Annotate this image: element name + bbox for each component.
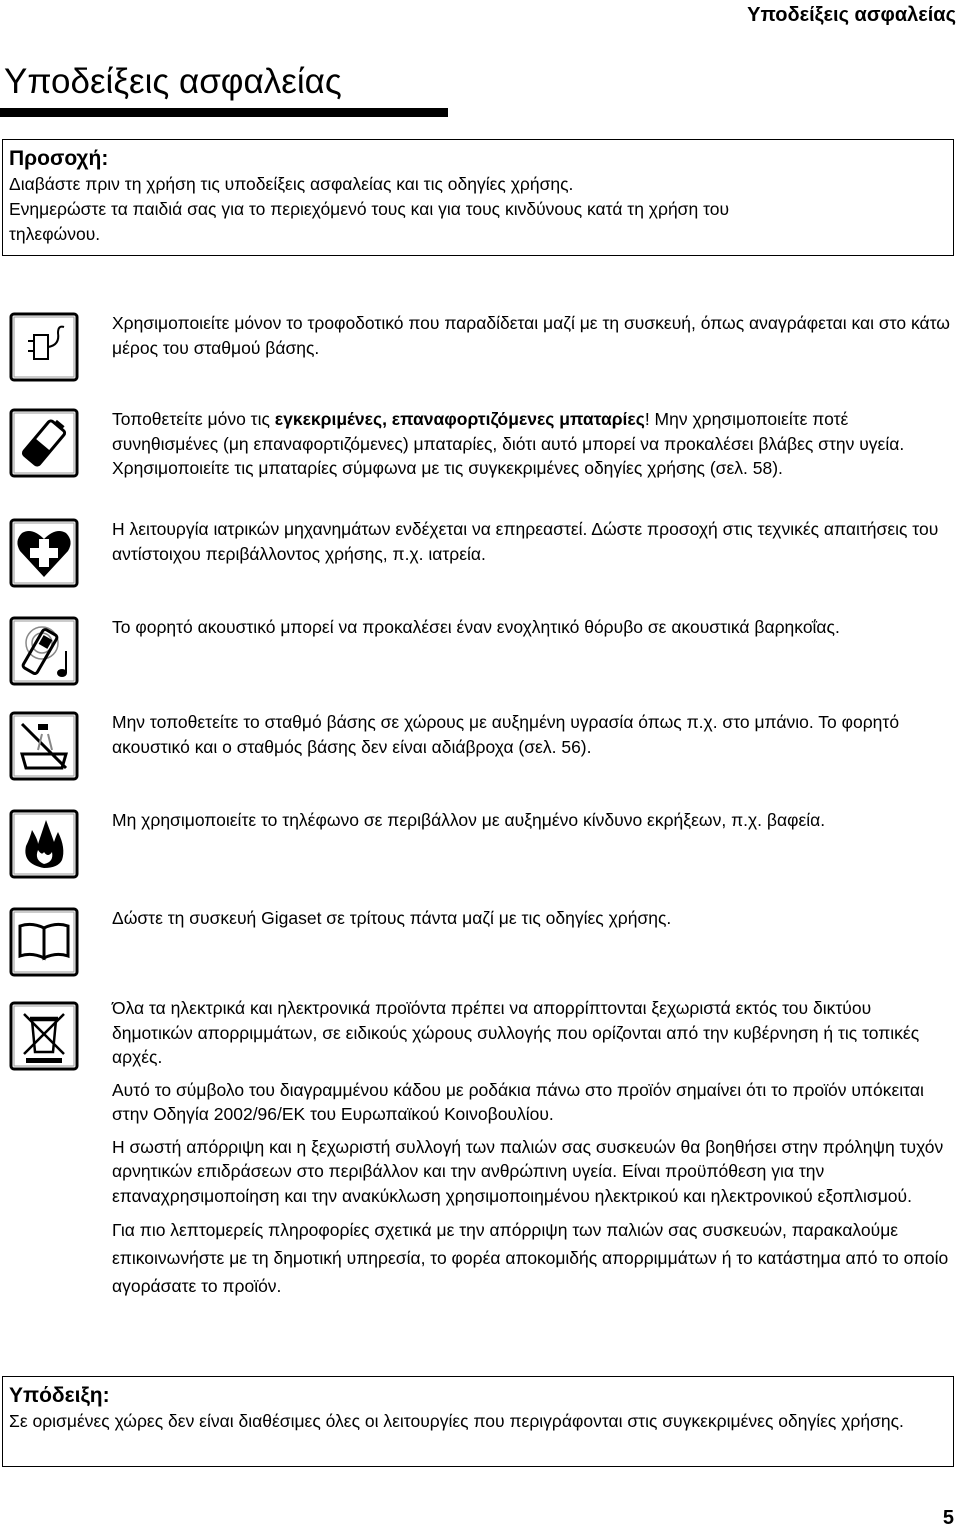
- item-paragraph: Δώστε τη συσκευή Gigaset σε τρίτους πάντα μαζί με τις οδηγίες χρήσης.: [112, 908, 672, 928]
- item-paragraph: Η λειτουργία ιατρικών μηχανημάτων ενδέχεται να επηρεαστεί. Δώστε προσοχή στις τεχνικές απαιτήσεις του αντίστοιχου περιβάλλοντος χρήσης, π.χ. ιατρεία.: [112, 519, 939, 564]
- item-paragraph: Για πιο λεπτομερείς πληροφορίες σχετικά με την απόρριψη των παλιών σας συσκευών, παρακαλούμε επικοινωνήστε με τη δημοτική υπηρεσία, το φορέα αποκομιδής απορριμμάτων ή το κατάστημα από το οποίο αγοράσατε το προϊόν.: [112, 1220, 949, 1296]
- note-heading: Υπόδειξη:: [9, 1384, 110, 1407]
- item-paragraph: Χρησιμοποιείτε μόνον το τροφοδοτικό που παραδίδεται μαζί με τη συσκευή, όπως αναγράφεται και στο κάτω μέρος του σταθμού βάσης.: [112, 313, 950, 358]
- battery-lead: Τοποθετείτε μόνο τις: [112, 409, 275, 429]
- caution-line: Διαβάστε πριν τη χρήση τις υποδείξεις ασφαλείας και τις οδηγίες χρήσης.: [9, 174, 574, 194]
- power-adapter-icon: [8, 311, 80, 383]
- battery-rest: ! Μην χρησιμοποιείτε ποτέ συνηθισμένες (μη επαναφορτιζόμενες) μπαταρίες, διότι αυτό μπορεί να προκαλέσει βλάβες στην υγεία. Χρησιμοποιείτε τις μπαταρίες σύμφωνα με τις συγκεκριμένες οδηγίες χρήσης (σελ. 58).: [112, 409, 905, 478]
- title-rule: [0, 108, 448, 117]
- caution-heading: Προσοχή:: [9, 147, 109, 170]
- caution-line: τηλεφώνου.: [9, 224, 101, 244]
- item-paragraph: Μη χρησιμοποιείτε το τηλέφωνο σε περιβάλλον με αυξημένο κίνδυνο εκρήξεων, π.χ. βαφεία.: [112, 810, 826, 830]
- explosion-flame-icon: [8, 808, 80, 880]
- page-number: 5: [942, 1507, 954, 1529]
- battery-icon: [8, 407, 80, 479]
- battery-bold: εγκεκριμένες, επαναφορτιζόμενες μπαταρίες: [274, 409, 645, 429]
- page-title: Υποδείξεις ασφαλείας: [4, 62, 342, 101]
- running-header: Υποδείξεις ασφαλείας: [747, 4, 956, 26]
- item-paragraph: Η σωστή απόρριψη και η ξεχωριστή συλλογή των παλιών σας συσκευών θα βοηθήσει στην πρόληψη τυχόν αρνητικών επιδράσεων στο περιβάλλον και την ανθρώπινη υγεία. Είναι προϋπόθεση για την επαναχρησιμοποίηση και την ανακύκλωση χρησιμοποιημένου ηλεκτρικού και ηλεκτρονικού εξοπλισμού.: [112, 1136, 944, 1206]
- item-paragraph: Το φορητό ακουστικό μπορεί να προκαλέσει έναν ενοχλητικό θόρυβο σε ακουστικά βαρηκοΐας.: [112, 617, 840, 637]
- caution-line: Ενημερώστε τα παιδιά σας για το περιεχόμενό τους και για τους κινδύνους κατά τη χρήση του: [9, 199, 730, 219]
- crossed-bin-icon: [8, 1000, 80, 1072]
- no-bathroom-icon: [8, 710, 80, 782]
- item-paragraph: Όλα τα ηλεκτρικά και ηλεκτρονικά προϊόντα πρέπει να απορρίπτονται ξεχωριστά εκτός του δικτύου δημοτικών απορριμμάτων, σε ειδικούς χώρους συλλογής που ορίζονται από την κυβέρνηση ή τις τοπικές αρχές.: [112, 998, 920, 1067]
- item-paragraph: [112, 407, 954, 481]
- medical-heart-icon: [8, 517, 80, 589]
- caution-box: [2, 139, 954, 256]
- hearing-aid-handset-icon: [8, 615, 80, 687]
- item-paragraph: Μην τοποθετείτε το σταθμό βάσης σε χώρους με αυξημένη υγρασία όπως π.χ. στο μπάνιο. Το φορητό ακουστικό και ο σταθμός βάσης δεν είναι αδιάβροχα (σελ. 56).: [112, 712, 900, 757]
- item-paragraph: Αυτό το σύμβολο του διαγραμμένου κάδου με ροδάκια πάνω στο προϊόν σημαίνει ότι το προϊόν υπόκειται στην Οδηγία 2002/96/ΕΚ του Ευρωπαϊκού Κοινοβουλίου.: [112, 1079, 924, 1124]
- note-box: [2, 1376, 954, 1467]
- note-text: Σε ορισμένες χώρες δεν είναι διαθέσιμες όλες οι λειτουργίες που περιγράφονται στις συγκεκριμένες οδηγίες χρήσης.: [9, 1411, 904, 1431]
- manual-book-icon: [8, 906, 80, 978]
